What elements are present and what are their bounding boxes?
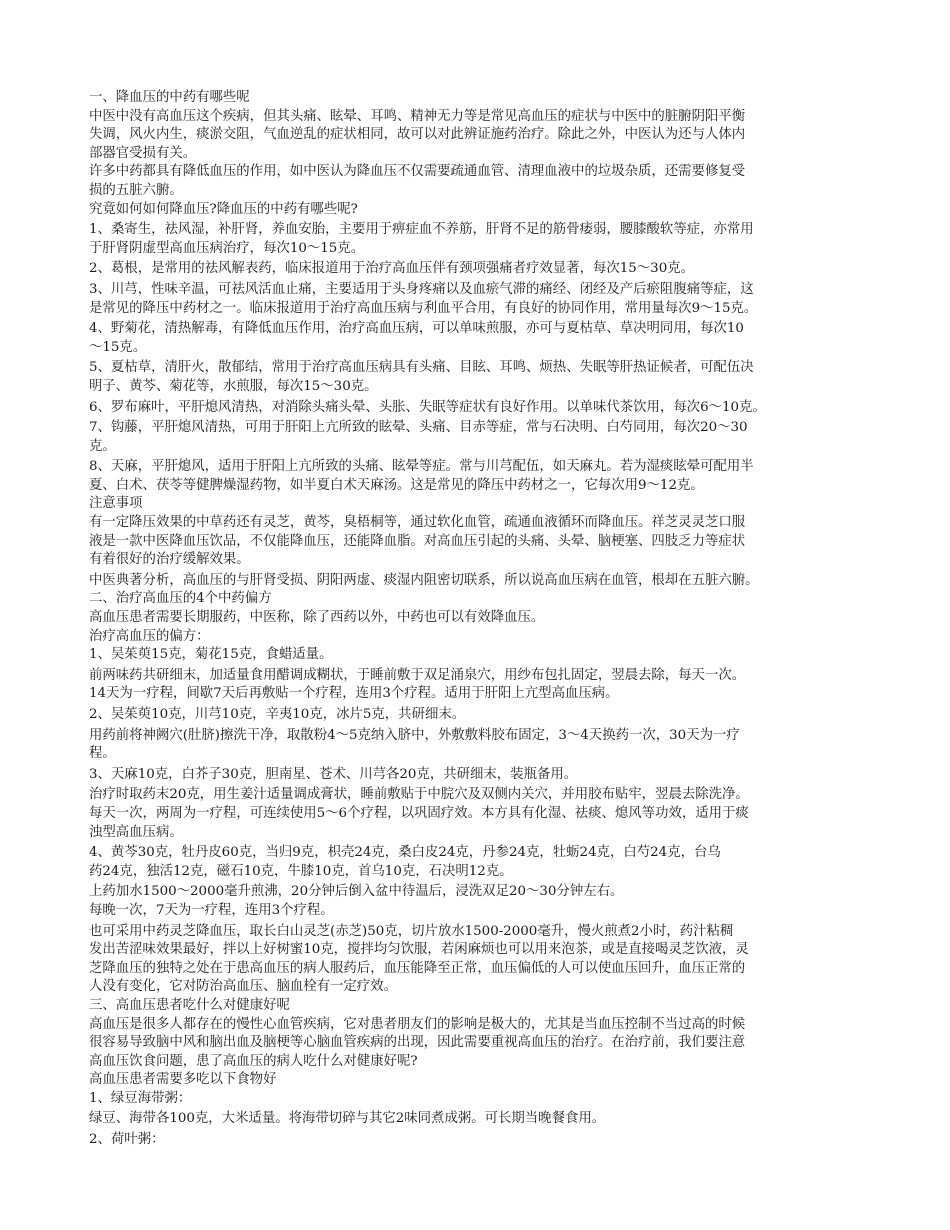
paragraph-line: 失调，风火内生，痰淤交阻，气血逆乱的症状相同，故可以对此辨证施药治疗。除此之外，中医认为还与人体内 [89,127,746,143]
paragraph-line: 用药前将神阙穴(肚脐)擦洗干净，取散粉4～5克纳入脐中，外敷敷料胶布固定，3～4天换药一次，30天为一疗 [89,727,740,743]
paragraph-line: 治疗高血压的偏方： [89,628,210,644]
list-item-line: 药24克，独活12克，磁石10克，牛膝10克，首乌10克，石决明12克。 [89,863,513,879]
paragraph-line: 高血压饮食问题，患了高血压的病人吃什么对健康好呢? [89,1053,418,1069]
paragraph-line: 绿豆、海带各100克，大米适量。将海带切碎与其它2味同煮成粥。可长期当晚餐食用。 [89,1111,606,1127]
list-item-line: 1、桑寄生，祛风湿，补肝肾，养血安胎，主要用于痹症血不养筋，肝肾不足的筋骨痿弱，腰膝酸软等症，亦常用 [89,222,754,238]
paragraph-line: 损的五脏六腑。 [89,182,183,198]
paragraph-line: 程。 [89,746,116,762]
paragraph-line: 液是一款中医降血压饮品，不仅能降血压，还能降血脂。对高血压引起的头痛、头晕、脑梗塞、四肢乏力等症状 [89,533,746,549]
list-item-line: 1、吴茱萸15克，菊花15克，食蜡适量。 [89,647,333,663]
document-body [89,89,879,1150]
paragraph-line: 每天一次，两周为一疗程，可连续使用5～6个疗程，以巩固疗效。本方具有化湿、祛痰、熄风等功效，适用于痰 [89,805,749,821]
paragraph-line: 芝降血压的独特之处在于患高血压的病人服药后，血压能降至正常，血压偏低的人可以使血压回升，血压正常的 [89,960,746,976]
paragraph-line: 浊型高血压病。 [89,824,183,840]
paragraph-line: 许多中药都具有降低血压的作用，如中医认为降血压不仅需要疏通血管、清理血液中的垃圾杂质，还需要修复受 [89,164,746,180]
paragraph-line: 也可采用中药灵芝降血压，取长白山灵芝(赤芝)50克，切片放水1500-2000毫升，慢火煎煮2小时，药汁粘稠 [89,923,734,939]
paragraph-line: 发出苦涩味效果最好，拌以上好树蜜10克，搅拌均匀饮服，若闲麻烦也可以用来泡茶，或是直接喝灵芝饮液，灵 [89,942,749,958]
paragraph-line: 高血压患者需要长期服药，中医称，除了西药以外，中药也可以有效降血压。 [89,610,545,626]
list-item-line: 是常见的降压中药材之一。临床报道用于治疗高血压病与利血平合用，有良好的协同作用，常用量每次9～15克。 [89,300,758,316]
paragraph-line: 很容易导致脑中风和脑出血及脑梗等心脑血管疾病的出现，因此需要重视高血压的治疗。在治疗前，我们要注意 [89,1035,746,1051]
paragraph-line: 中医典著分析，高血压的与肝肾受损、阴阳两虚、痰湿内阻密切联系，所以说高血压病在血管，根却在五脏六腑。 [89,572,759,588]
list-item-line: 明子、黄芩、菊花等，水煎服，每次15～30克。 [89,378,378,394]
paragraph-line: 14天为一疗程，间歇7天后再敷贴一个疗程，连用3个疗程。适用于肝阳上亢型高血压病。 [89,686,619,702]
paragraph-line: 前两味药共研细末，加适量食用醋调成糊状，于睡前敷于双足涌泉穴，用纱布包扎固定，翌晨去除，每天一次。 [89,667,746,683]
paragraph-line: 治疗时取药末20克，用生姜汁适量调成膏状，睡前敷贴于中脘穴及双侧内关穴，并用胶布贴牢，翌晨去除洗净。 [89,787,749,803]
list-item-line: 夏、白术、茯苓等健脾燥湿药物，如半夏白术天麻汤。这是常见的降压中药材之一，它每次用9～12克。 [89,477,704,493]
paragraph-line: 每晚一次，7天为一疗程，连用3个疗程。 [89,902,334,918]
list-item-line: 5、夏枯草，清肝火，散郁结，常用于治疗高血压病具有头痛、目眩、耳鸣、烦热、失眠等肝热证候者，可配伍决 [89,360,754,376]
paragraph-line: 有着很好的治疗缓解效果。 [89,552,250,568]
list-item-line: 1、绿豆海带粥： [89,1090,192,1106]
paragraph-line: 有一定降压效果的中草药还有灵芝，黄芩，臭梧桐等，通过软化血管，疏通血液循环而降血压。祥芝灵灵芝口服 [89,515,746,531]
paragraph-line: 上药加水1500～2000毫升煎沸，20分钟后倒入盆中待温后，浸洗双足20～30分钟左右。 [89,884,624,900]
list-item-line: 4、野菊花，清热解毒，有降低血压作用，治疗高血压病，可以单味煎服，亦可与夏枯草、草决明同用，每次10 [89,321,744,337]
list-item-line: 于肝肾阴虚型高血压病治疗，每次10～15克。 [89,240,365,256]
section-subheading: 注意事项 [89,496,143,512]
paragraph-line: 高血压是很多人都存在的慢性心血管疾病，它对患者朋友们的影响是极大的，尤其是当血压控制不当过高的时候 [89,1016,746,1032]
section-heading-3: 三、高血压患者吃什么对健康好呢 [89,997,290,1013]
paragraph-line: 部器官受损有关。 [89,145,197,161]
list-item-line: 3、天麻10克，白芥子30克，胆南星、苍术、川芎各20克，共研细末，装瓶备用。 [89,766,578,782]
paragraph-line: 高血压患者需要多吃以下食物好 [89,1072,277,1088]
paragraph-line: 究竟如何如何降血压?降血压的中药有哪些呢? [89,201,358,217]
section-heading-1: 一、降血压的中药有哪些呢 [89,90,250,105]
list-item-line: ～15克。 [89,339,147,355]
list-item-line: 2、葛根，是常用的祛风解表药，临床报道用于治疗高血压伴有颈项强痛者疗效显著，每次15～30克。 [89,261,695,277]
paragraph-line: 中医中没有高血压这个疾病，但其头痛、眩晕、耳鸣、精神无力等是常见高血压的症状与中医中的脏腑阴阳平衡 [89,108,746,124]
list-item-line: 2、荷叶粥： [89,1132,165,1148]
section-heading-2: 二、治疗高血压的4个中药偏方 [89,591,272,607]
list-item-line: 8、天麻，平肝熄风，适用于肝阳上亢所致的头痛、眩晕等症。常与川芎配伍，如天麻丸。若为湿痰眩晕可配用半 [89,459,754,475]
list-item-line: 3、川芎，性味辛温，可祛风活血止痛，主要适用于头身疼痛以及血瘀气滞的痛经、闭经及产后瘀阻腹痛等症，这 [89,281,754,297]
list-item-line: 克。 [89,438,116,454]
paragraph-line: 人没有变化，它对防治高血压、脑血栓有一定疗效。 [89,979,397,995]
list-item-line: 2、吴茱萸10克，川芎10克，辛夷10克，冰片5克，共研细末。 [89,707,466,722]
list-item-line: 4、黄芩30克，牡丹皮60克，当归9克，枳壳24克，桑白皮24克，丹参24克，牡蛎24克，白芍24克，台乌 [89,845,721,861]
list-item-line: 6、罗布麻叶，平肝熄风清热，对消除头痛头晕、头胀、失眠等症状有良好作用。以单味代茶饮用，每次6～10克。 [89,399,766,415]
list-item-line: 7、钩藤，平肝熄风清热，可用于肝阳上亢所致的眩晕、头痛、目赤等症，常与石决明、白芍同用，每次20～30 [89,420,748,436]
